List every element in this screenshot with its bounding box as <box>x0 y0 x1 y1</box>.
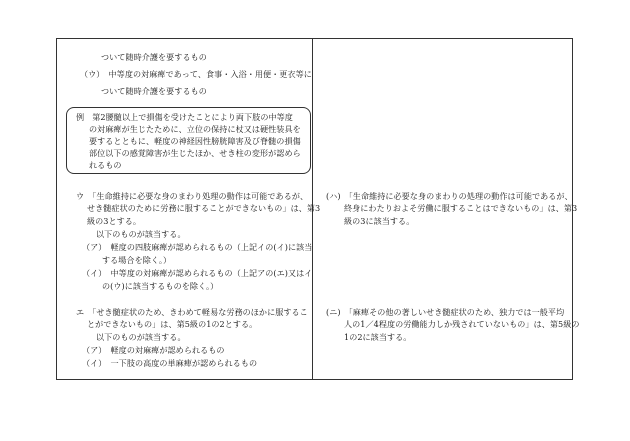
text-line: （イ） 中等度の対麻痺が認められるもの（上記アの(エ)又はイ <box>82 268 313 278</box>
text-line: （イ） 一下肢の高度の単麻痺が認められるもの <box>82 358 258 368</box>
text-line: (ハ) 「生命維持に必要な身のまわりの処理の動作は可能であるが、 <box>326 191 573 201</box>
text-line: 例 第2腰髄以上で損傷を受けたことにより両下肢の中等度 <box>76 112 293 122</box>
text-line: 終身にわたりおよそ労働に服することはできないもの」は、第3 <box>344 203 578 213</box>
text-line: 部位以下の感覚障害が生じたほか、せき柱の変形が認めら <box>89 148 301 158</box>
text-line: の(ウ)に該当するものを除く。） <box>102 281 219 291</box>
text-line: せき髄症状のために労務に服することができないもの」は、第3 <box>87 203 321 213</box>
text-line: 以下のものが該当する。 <box>96 332 186 342</box>
text-line: 以下のものが該当する。 <box>96 229 186 239</box>
text-line: 人の1／4程度の労働能力しか残されていないもの」は、第5級の <box>344 319 580 329</box>
text-line: する場合を除く。） <box>102 255 172 265</box>
text-line: (ニ) 「麻痺その他の著しいせき髄症状のため、独力では一般平均 <box>326 307 565 317</box>
text-line: の対麻痺が生じたために、立位の保持に杖又は硬性装具を <box>89 124 301 134</box>
text-line: 級の3とする。 <box>87 216 142 226</box>
text-line: エ 「せき髄症状のため、きわめて軽易な労務のほかに服するこ <box>76 307 308 317</box>
text-line: （ア） 軽度の対麻痺が認められるもの <box>82 345 225 355</box>
text-line: （ア） 軽度の四肢麻痺が認められるもの（上記イの(イ)に該当 <box>82 242 313 252</box>
text-line: 要するとともに、軽度の神経因性膀胱障害及び脊髄の損傷 <box>89 136 301 146</box>
text-line: ついて随時介護を要するもの <box>101 86 207 96</box>
text-line: とができないもの」は、第5級の1の2とする。 <box>87 319 258 329</box>
text-line: 級の3に該当する。 <box>344 216 415 226</box>
text-line: れるもの <box>89 160 122 170</box>
text-line: 1の2に該当する。 <box>344 332 412 342</box>
text-line: ウ 「生命維持に必要な身のまわり処理の動作は可能であるが、 <box>76 191 309 201</box>
text-line: ついて随時介護を要するもの <box>101 52 207 62</box>
text-line: （ウ） 中等度の対麻痺であって、食事・入浴・用便・更衣等に <box>80 69 312 79</box>
